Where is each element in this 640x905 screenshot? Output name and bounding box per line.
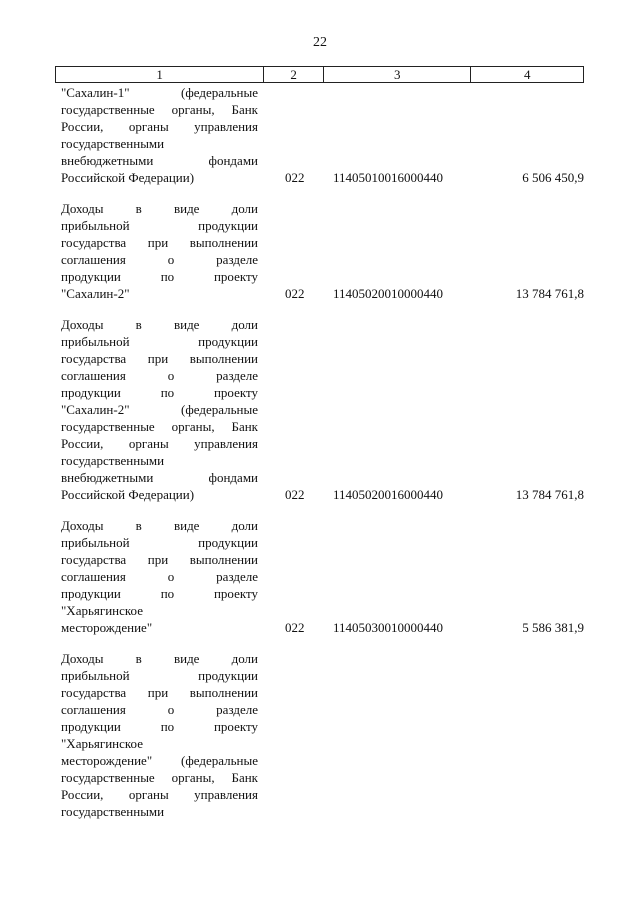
description-line: России, органы управления — [61, 119, 258, 134]
amount: 13 784 761,8 — [515, 487, 584, 502]
amount: 13 784 761,8 — [515, 286, 584, 301]
table-row — [61, 200, 584, 302]
header-col-2: 2 — [264, 67, 324, 82]
description-line: Российской Федерации) — [61, 487, 195, 502]
amount: 5 586 381,9 — [522, 620, 584, 635]
description-line: "Харьягинское — [61, 603, 143, 618]
table-row — [61, 84, 584, 186]
description-line: продукции по проекту — [61, 586, 258, 601]
row-spacer — [61, 302, 584, 316]
description-line: государственные органы, Банк — [61, 102, 258, 117]
table-header — [55, 66, 584, 83]
description-line: "Сахалин-2" — [61, 286, 130, 301]
row-description — [61, 84, 258, 186]
description-line: соглашения о разделе — [61, 368, 258, 383]
admin-code: 022 — [285, 286, 305, 301]
description-line: России, органы управления — [61, 436, 258, 451]
description-line: прибыльной продукции — [61, 535, 258, 550]
table-row — [61, 517, 584, 636]
row-description — [61, 316, 258, 503]
description-line: государственными — [61, 453, 165, 468]
description-line: "Харьягинское — [61, 736, 143, 751]
description-line: "Сахалин-1" (федеральные — [61, 85, 258, 100]
description-line: месторождение" — [61, 620, 153, 635]
row-spacer — [61, 186, 584, 200]
description-line: Доходы в виде доли — [61, 518, 258, 533]
description-line: государства при выполнении — [61, 235, 258, 250]
description-line: государственными — [61, 136, 165, 151]
description-line: продукции по проекту — [61, 719, 258, 734]
description-line: Доходы в виде доли — [61, 651, 258, 666]
budget-classification-code: 11405010016000440 — [333, 170, 444, 185]
description-line: соглашения о разделе — [61, 252, 258, 267]
budget-classification-code: 11405020010000440 — [333, 286, 444, 301]
row-description — [61, 200, 258, 302]
page-number: 22 — [313, 35, 327, 50]
description-line: внебюджетными фондами — [61, 153, 258, 168]
description-line: России, органы управления — [61, 787, 258, 802]
description-line: государства при выполнении — [61, 685, 258, 700]
table-row — [61, 650, 584, 820]
description-line: прибыльной продукции — [61, 334, 258, 349]
header-col-3: 3 — [324, 67, 471, 82]
header-col-1: 1 — [56, 67, 264, 82]
description-line: Доходы в виде доли — [61, 201, 258, 216]
header-col-4: 4 — [523, 67, 531, 82]
table-row — [61, 316, 584, 503]
description-line: внебюджетными фондами — [61, 470, 258, 485]
budget-classification-code: 11405030010000440 — [333, 620, 444, 635]
table-body — [61, 84, 584, 820]
description-line: государства при выполнении — [61, 552, 258, 567]
admin-code: 022 — [285, 170, 305, 185]
row-description — [61, 517, 258, 636]
description-line: соглашения о разделе — [61, 569, 258, 584]
description-line: "Сахалин-2" (федеральные — [61, 402, 258, 417]
description-line: месторождение" (федеральные — [61, 753, 258, 768]
description-line: прибыльной продукции — [61, 668, 258, 683]
description-line: государственными — [61, 804, 165, 819]
description-line: соглашения о разделе — [61, 702, 258, 717]
description-line: государственные органы, Банк — [61, 419, 258, 434]
description-line: продукции по проекту — [61, 385, 258, 400]
description-line: государственные органы, Банк — [61, 770, 258, 785]
description-line: Доходы в виде доли — [61, 317, 258, 332]
description-line: Российской Федерации) — [61, 170, 195, 185]
description-line: государства при выполнении — [61, 351, 258, 366]
amount: 6 506 450,9 — [522, 170, 584, 185]
row-spacer — [61, 503, 584, 517]
admin-code: 022 — [285, 620, 305, 635]
admin-code: 022 — [285, 487, 305, 502]
description-line: прибыльной продукции — [61, 218, 258, 233]
description-line: продукции по проекту — [61, 269, 258, 284]
row-spacer — [61, 636, 584, 650]
budget-classification-code: 11405020016000440 — [333, 487, 444, 502]
row-description — [61, 650, 258, 820]
